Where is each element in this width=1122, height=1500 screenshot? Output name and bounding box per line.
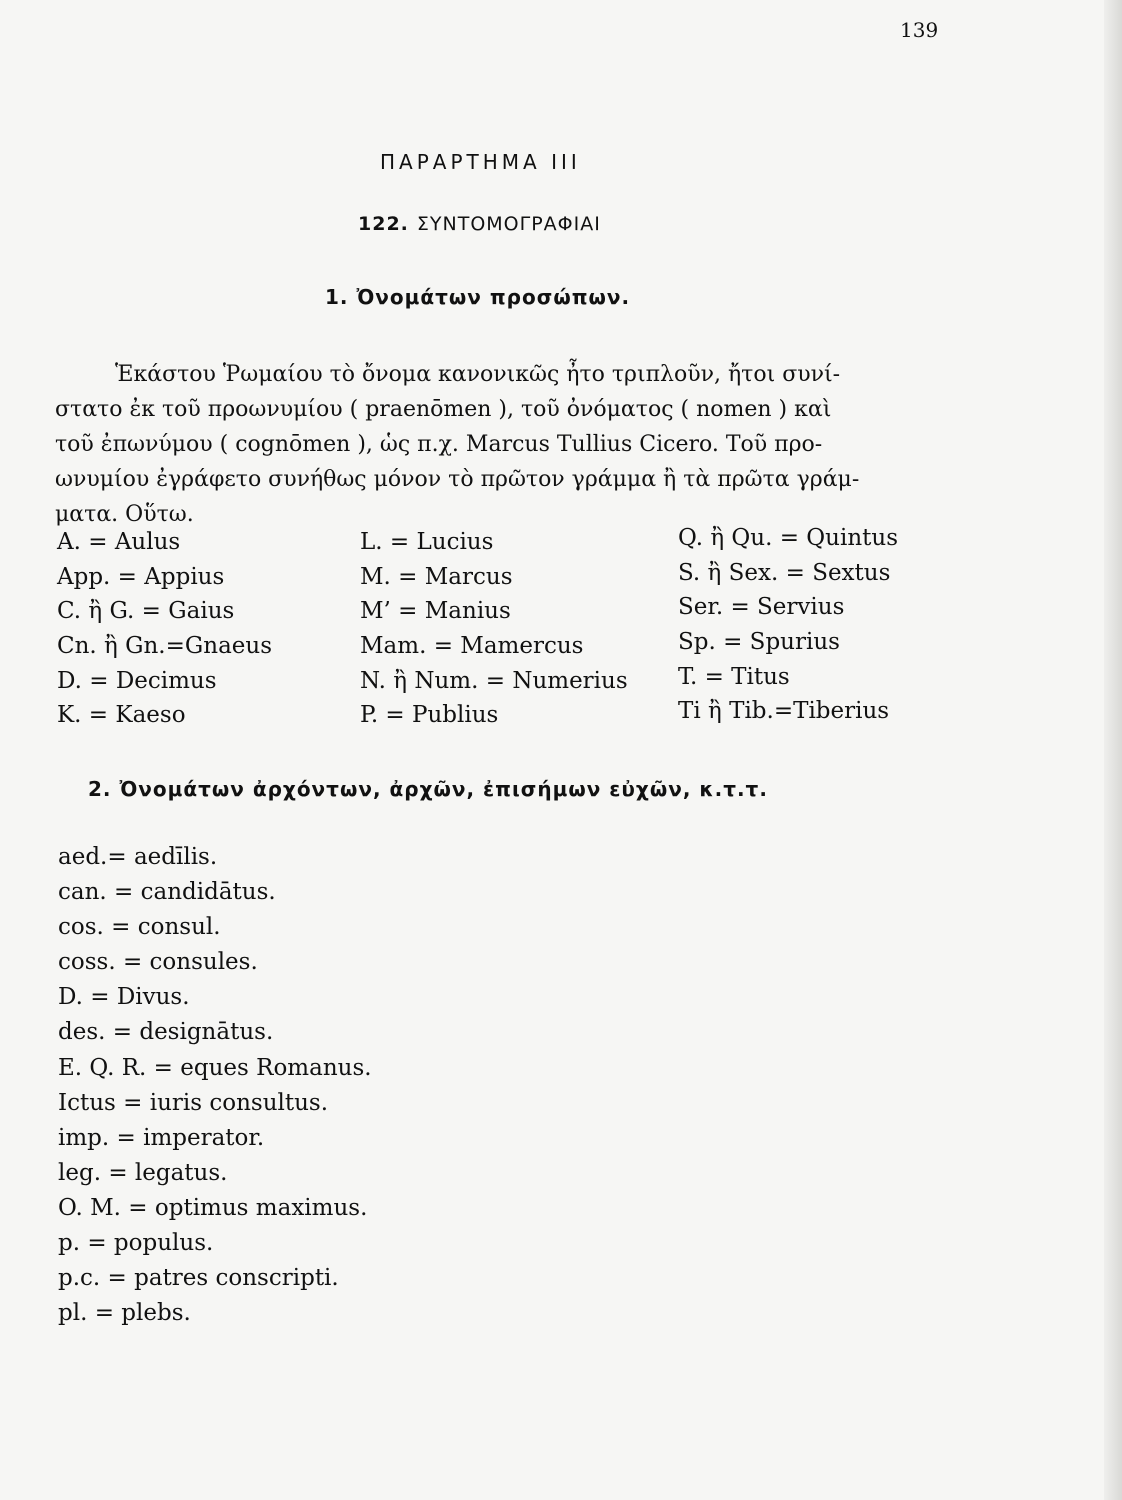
abbreviation-entry: pl. = plebs. — [58, 1300, 191, 1327]
intro-paragraph — [55, 357, 955, 532]
page-edge-shadow — [1104, 0, 1122, 1500]
name-entry: M’ = Manius — [360, 598, 511, 625]
name-entry: App. = Appius — [57, 563, 225, 590]
abbreviation-entry: O. M. = optimus maximus. — [58, 1194, 368, 1221]
section-title — [358, 213, 601, 235]
praenomen-column-1 — [57, 525, 272, 733]
page-number: 139 — [900, 18, 939, 42]
paragraph-line: ματα. Οὕτω. — [55, 502, 194, 527]
paragraph-line: τοῦ ἐπωνύμου ( cognōmen ), ὡς π.χ. Marcus Tullius Cicero. Τοῦ προ- — [55, 432, 823, 457]
paragraph-line: Ἑκάστου Ῥωμαίου τὸ ὄνομα κανονικῶς ἦτο τριπλοῦν, ἤτοι συνί- — [115, 362, 841, 387]
name-entry: C. ἢ G. = Gaius — [57, 598, 235, 625]
name-entry: P. = Publius — [360, 702, 499, 729]
name-entry: Cn. ἢ Gn.=Gnaeus — [57, 633, 273, 660]
abbreviation-entry: D. = Divus. — [58, 984, 190, 1011]
subsection-heading-offices: 2. Ὀνομάτων ἀρχόντων, ἀρχῶν, ἐπισήμων εὐχῶν, κ.τ.τ. — [88, 777, 768, 801]
name-entry: N. ἢ Num. = Numerius — [360, 667, 628, 694]
abbreviation-list — [58, 840, 372, 1331]
abbreviation-entry: Ictus = iuris consultus. — [58, 1089, 329, 1116]
abbreviation-entry: coss. = consules. — [58, 949, 258, 976]
name-entry: Ser. = Servius — [678, 594, 845, 621]
abbreviation-entry: aed.= aedīlis. — [58, 844, 218, 870]
section-number: 122. — [358, 213, 409, 235]
name-entry: T. = Titus — [678, 663, 790, 690]
praenomen-column-2 — [360, 525, 628, 733]
name-entry: L. = Lucius — [360, 529, 494, 555]
name-entry: Q. ἢ Qu. = Quintus — [678, 525, 898, 551]
abbreviation-entry: p. = populus. — [58, 1230, 214, 1257]
abbreviation-entry: can. = candidātus. — [58, 879, 276, 906]
abbreviation-entry: leg. = legatus. — [58, 1159, 228, 1186]
name-entry: S. ἢ Sex. = Sextus — [678, 559, 891, 586]
name-entry: Sp. = Spurius — [678, 629, 840, 656]
name-entry: Mam. = Mamercus — [360, 633, 584, 660]
appendix-title: ΠΑΡΑΡΤΗΜΑ ΙΙΙ — [380, 150, 581, 174]
abbreviation-entry: des. = designātus. — [58, 1019, 274, 1046]
section-heading: ΣΥΝΤΟΜΟΓΡΑΦΙΑΙ — [416, 213, 601, 235]
name-entry: M. = Marcus — [360, 563, 513, 590]
abbreviation-entry: imp. = imperator. — [58, 1124, 265, 1151]
abbreviation-entry: E. Q. R. = eques Romanus. — [58, 1054, 372, 1081]
subsection-heading-personal-names: 1. Ὀνομάτων προσώπων. — [325, 285, 631, 309]
abbreviation-entry: p.c. = patres conscripti. — [58, 1265, 339, 1292]
name-entry: D. = Decimus — [57, 667, 217, 694]
paragraph-line: ωνυμίου ἐγράφετο συνήθως μόνον τὸ πρῶτον γράμμα ἢ τὰ πρῶτα γράμ- — [55, 467, 860, 492]
name-entry: K. = Kaeso — [57, 702, 186, 729]
abbreviation-entry: cos. = consul. — [58, 914, 221, 941]
name-entry: A. = Aulus — [57, 529, 181, 555]
name-entry: Ti ἢ Tib.=Tiberius — [678, 698, 890, 725]
paragraph-line: στατο ἐκ τοῦ προωνυμίου ( praenōmen ), τοῦ ὀνόματος ( nomen ) καὶ — [55, 397, 832, 422]
praenomen-column-3 — [678, 521, 898, 729]
